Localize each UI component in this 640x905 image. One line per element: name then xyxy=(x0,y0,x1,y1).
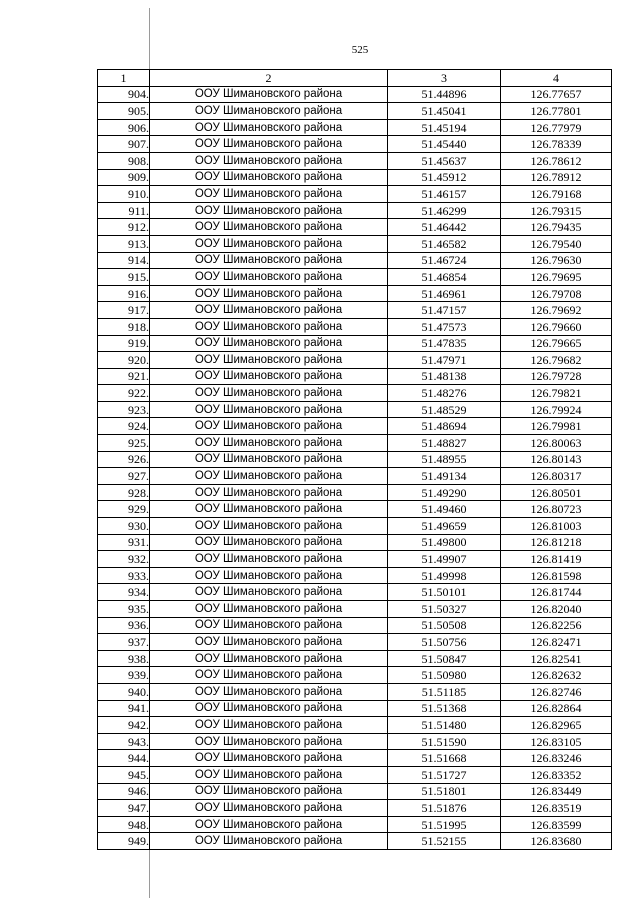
row-number: 922. xyxy=(98,385,150,402)
organization-cell: ООУ Шимановского района xyxy=(150,202,388,219)
table-row xyxy=(98,435,612,452)
latitude-cell: 51.50980 xyxy=(388,667,501,684)
longitude-cell: 126.82864 xyxy=(501,700,612,717)
row-number: 912. xyxy=(98,219,150,236)
table-row xyxy=(98,252,612,269)
table-row xyxy=(98,468,612,485)
longitude-cell: 126.79660 xyxy=(501,318,612,335)
organization-cell: ООУ Шимановского района xyxy=(150,501,388,518)
table-row xyxy=(98,567,612,584)
row-number: 947. xyxy=(98,800,150,817)
organization-cell: ООУ Шимановского района xyxy=(150,335,388,352)
organization-cell: ООУ Шимановского района xyxy=(150,766,388,783)
row-number: 913. xyxy=(98,235,150,252)
latitude-cell: 51.49134 xyxy=(388,468,501,485)
latitude-cell: 51.45637 xyxy=(388,152,501,169)
latitude-cell: 51.50327 xyxy=(388,601,501,618)
latitude-cell: 51.46724 xyxy=(388,252,501,269)
table-row xyxy=(98,551,612,568)
table-row xyxy=(98,601,612,618)
organization-cell: ООУ Шимановского района xyxy=(150,385,388,402)
organization-cell: ООУ Шимановского района xyxy=(150,534,388,551)
longitude-cell: 126.79692 xyxy=(501,302,612,319)
table-row xyxy=(98,152,612,169)
organization-cell: ООУ Шимановского района xyxy=(150,667,388,684)
latitude-cell: 51.47573 xyxy=(388,318,501,335)
longitude-cell: 126.80317 xyxy=(501,468,612,485)
organization-cell: ООУ Шимановского района xyxy=(150,518,388,535)
row-number: 948. xyxy=(98,816,150,833)
row-number: 937. xyxy=(98,634,150,651)
longitude-cell: 126.77979 xyxy=(501,119,612,136)
table-row xyxy=(98,484,612,501)
organization-cell: ООУ Шимановского района xyxy=(150,833,388,850)
row-number: 924. xyxy=(98,418,150,435)
table-row xyxy=(98,766,612,783)
organization-cell: ООУ Шимановского района xyxy=(150,368,388,385)
row-number: 908. xyxy=(98,152,150,169)
table-row xyxy=(98,401,612,418)
row-number: 911. xyxy=(98,202,150,219)
row-number: 926. xyxy=(98,451,150,468)
row-number: 921. xyxy=(98,368,150,385)
latitude-cell: 51.45194 xyxy=(388,119,501,136)
latitude-cell: 51.51368 xyxy=(388,700,501,717)
row-number: 940. xyxy=(98,683,150,700)
longitude-cell: 126.79924 xyxy=(501,401,612,418)
row-number: 915. xyxy=(98,269,150,286)
organization-cell: ООУ Шимановского района xyxy=(150,617,388,634)
longitude-cell: 126.81744 xyxy=(501,584,612,601)
table-row xyxy=(98,634,612,651)
organization-cell: ООУ Шимановского района xyxy=(150,235,388,252)
longitude-cell: 126.79728 xyxy=(501,368,612,385)
table-row xyxy=(98,617,612,634)
longitude-cell: 126.80063 xyxy=(501,435,612,452)
longitude-cell: 126.80501 xyxy=(501,484,612,501)
longitude-cell: 126.79708 xyxy=(501,285,612,302)
table-row xyxy=(98,186,612,203)
latitude-cell: 51.47971 xyxy=(388,352,501,369)
table-row xyxy=(98,136,612,153)
column-header: 1 xyxy=(98,70,150,87)
longitude-cell: 126.81419 xyxy=(501,551,612,568)
longitude-cell: 126.79682 xyxy=(501,352,612,369)
row-number: 943. xyxy=(98,733,150,750)
organization-cell: ООУ Шимановского района xyxy=(150,584,388,601)
latitude-cell: 51.46961 xyxy=(388,285,501,302)
latitude-cell: 51.49998 xyxy=(388,567,501,584)
row-number: 949. xyxy=(98,833,150,850)
longitude-cell: 126.78612 xyxy=(501,152,612,169)
latitude-cell: 51.46157 xyxy=(388,186,501,203)
organization-cell: ООУ Шимановского района xyxy=(150,119,388,136)
organization-cell: ООУ Шимановского района xyxy=(150,567,388,584)
table-row xyxy=(98,219,612,236)
table-row xyxy=(98,285,612,302)
longitude-cell: 126.81598 xyxy=(501,567,612,584)
table-row xyxy=(98,650,612,667)
organization-cell: ООУ Шимановского района xyxy=(150,401,388,418)
row-number: 919. xyxy=(98,335,150,352)
latitude-cell: 51.51727 xyxy=(388,766,501,783)
organization-cell: ООУ Шимановского района xyxy=(150,733,388,750)
row-number: 923. xyxy=(98,401,150,418)
latitude-cell: 51.45912 xyxy=(388,169,501,186)
organization-cell: ООУ Шимановского района xyxy=(150,318,388,335)
row-number: 909. xyxy=(98,169,150,186)
organization-cell: ООУ Шимановского района xyxy=(150,435,388,452)
row-number: 918. xyxy=(98,318,150,335)
longitude-cell: 126.82632 xyxy=(501,667,612,684)
latitude-cell: 51.48955 xyxy=(388,451,501,468)
organization-cell: ООУ Шимановского района xyxy=(150,86,388,103)
longitude-cell: 126.82965 xyxy=(501,717,612,734)
row-number: 905. xyxy=(98,103,150,120)
latitude-cell: 51.47157 xyxy=(388,302,501,319)
row-number: 916. xyxy=(98,285,150,302)
latitude-cell: 51.46854 xyxy=(388,269,501,286)
table-row xyxy=(98,733,612,750)
organization-cell: ООУ Шимановского района xyxy=(150,219,388,236)
latitude-cell: 51.48138 xyxy=(388,368,501,385)
longitude-cell: 126.82471 xyxy=(501,634,612,651)
table-row xyxy=(98,700,612,717)
table-row xyxy=(98,418,612,435)
latitude-cell: 51.46442 xyxy=(388,219,501,236)
longitude-cell: 126.77801 xyxy=(501,103,612,120)
table-header-row xyxy=(98,70,612,87)
table-row xyxy=(98,501,612,518)
longitude-cell: 126.79665 xyxy=(501,335,612,352)
table-row xyxy=(98,800,612,817)
organization-cell: ООУ Шимановского района xyxy=(150,302,388,319)
latitude-cell: 51.46299 xyxy=(388,202,501,219)
longitude-cell: 126.78339 xyxy=(501,136,612,153)
latitude-cell: 51.49800 xyxy=(388,534,501,551)
row-number: 928. xyxy=(98,484,150,501)
row-number: 936. xyxy=(98,617,150,634)
longitude-cell: 126.81218 xyxy=(501,534,612,551)
organization-cell: ООУ Шимановского района xyxy=(150,683,388,700)
latitude-cell: 51.52155 xyxy=(388,833,501,850)
latitude-cell: 51.51480 xyxy=(388,717,501,734)
latitude-cell: 51.48529 xyxy=(388,401,501,418)
table-row xyxy=(98,683,612,700)
table-row xyxy=(98,335,612,352)
longitude-cell: 126.78912 xyxy=(501,169,612,186)
organization-cell: ООУ Шимановского района xyxy=(150,717,388,734)
latitude-cell: 51.47835 xyxy=(388,335,501,352)
table-row xyxy=(98,368,612,385)
table-row xyxy=(98,385,612,402)
longitude-cell: 126.83105 xyxy=(501,733,612,750)
row-number: 938. xyxy=(98,650,150,667)
row-number: 925. xyxy=(98,435,150,452)
organization-cell: ООУ Шимановского района xyxy=(150,186,388,203)
latitude-cell: 51.50756 xyxy=(388,634,501,651)
latitude-cell: 51.51185 xyxy=(388,683,501,700)
organization-cell: ООУ Шимановского района xyxy=(150,352,388,369)
longitude-cell: 126.83599 xyxy=(501,816,612,833)
latitude-cell: 51.46582 xyxy=(388,235,501,252)
table-row xyxy=(98,451,612,468)
table-row xyxy=(98,269,612,286)
row-number: 920. xyxy=(98,352,150,369)
latitude-cell: 51.50508 xyxy=(388,617,501,634)
longitude-cell: 126.79821 xyxy=(501,385,612,402)
row-number: 917. xyxy=(98,302,150,319)
organization-cell: ООУ Шимановского района xyxy=(150,468,388,485)
latitude-cell: 51.45440 xyxy=(388,136,501,153)
row-number: 932. xyxy=(98,551,150,568)
column-header: 2 xyxy=(150,70,388,87)
row-number: 929. xyxy=(98,501,150,518)
longitude-cell: 126.79435 xyxy=(501,219,612,236)
table-row xyxy=(98,86,612,103)
longitude-cell: 126.83519 xyxy=(501,800,612,817)
longitude-cell: 126.83449 xyxy=(501,783,612,800)
table-row xyxy=(98,119,612,136)
latitude-cell: 51.48827 xyxy=(388,435,501,452)
organization-cell: ООУ Шимановского района xyxy=(150,783,388,800)
longitude-cell: 126.79981 xyxy=(501,418,612,435)
row-number: 933. xyxy=(98,567,150,584)
latitude-cell: 51.49659 xyxy=(388,518,501,535)
organization-cell: ООУ Шимановского района xyxy=(150,601,388,618)
organization-cell: ООУ Шимановского района xyxy=(150,269,388,286)
organization-cell: ООУ Шимановского района xyxy=(150,816,388,833)
row-number: 931. xyxy=(98,534,150,551)
row-number: 927. xyxy=(98,468,150,485)
longitude-cell: 126.83246 xyxy=(501,750,612,767)
longitude-cell: 126.79695 xyxy=(501,269,612,286)
row-number: 939. xyxy=(98,667,150,684)
longitude-cell: 126.77657 xyxy=(501,86,612,103)
latitude-cell: 51.45041 xyxy=(388,103,501,120)
latitude-cell: 51.50847 xyxy=(388,650,501,667)
latitude-cell: 51.48694 xyxy=(388,418,501,435)
longitude-cell: 126.80723 xyxy=(501,501,612,518)
organization-cell: ООУ Шимановского района xyxy=(150,551,388,568)
longitude-cell: 126.79168 xyxy=(501,186,612,203)
latitude-cell: 51.49290 xyxy=(388,484,501,501)
table-row xyxy=(98,202,612,219)
organization-cell: ООУ Шимановского района xyxy=(150,484,388,501)
table-row xyxy=(98,667,612,684)
organization-cell: ООУ Шимановского района xyxy=(150,750,388,767)
longitude-cell: 126.83352 xyxy=(501,766,612,783)
latitude-cell: 51.44896 xyxy=(388,86,501,103)
table-row xyxy=(98,318,612,335)
row-number: 930. xyxy=(98,518,150,535)
organization-cell: ООУ Шимановского района xyxy=(150,418,388,435)
row-number: 904. xyxy=(98,86,150,103)
organization-cell: ООУ Шимановского района xyxy=(150,152,388,169)
table-row xyxy=(98,534,612,551)
organization-cell: ООУ Шимановского района xyxy=(150,451,388,468)
latitude-cell: 51.49460 xyxy=(388,501,501,518)
latitude-cell: 51.50101 xyxy=(388,584,501,601)
longitude-cell: 126.82040 xyxy=(501,601,612,618)
latitude-cell: 51.48276 xyxy=(388,385,501,402)
organization-cell: ООУ Шимановского района xyxy=(150,634,388,651)
column-header: 3 xyxy=(388,70,501,87)
row-number: 946. xyxy=(98,783,150,800)
longitude-cell: 126.82746 xyxy=(501,683,612,700)
organization-cell: ООУ Шимановского района xyxy=(150,650,388,667)
longitude-cell: 126.81003 xyxy=(501,518,612,535)
coordinates-table xyxy=(97,69,612,850)
table-row xyxy=(98,584,612,601)
longitude-cell: 126.79540 xyxy=(501,235,612,252)
row-number: 906. xyxy=(98,119,150,136)
organization-cell: ООУ Шимановского района xyxy=(150,285,388,302)
row-number: 914. xyxy=(98,252,150,269)
row-number: 941. xyxy=(98,700,150,717)
table-row xyxy=(98,518,612,535)
row-number: 944. xyxy=(98,750,150,767)
organization-cell: ООУ Шимановского района xyxy=(150,252,388,269)
row-number: 945. xyxy=(98,766,150,783)
longitude-cell: 126.83680 xyxy=(501,833,612,850)
longitude-cell: 126.80143 xyxy=(501,451,612,468)
organization-cell: ООУ Шимановского района xyxy=(150,169,388,186)
table-row xyxy=(98,833,612,850)
row-number: 907. xyxy=(98,136,150,153)
table-row xyxy=(98,816,612,833)
table-row xyxy=(98,783,612,800)
table-row xyxy=(98,169,612,186)
organization-cell: ООУ Шимановского района xyxy=(150,136,388,153)
latitude-cell: 51.51668 xyxy=(388,750,501,767)
table-row xyxy=(98,235,612,252)
table-row xyxy=(98,750,612,767)
page-number: 525 xyxy=(351,44,369,56)
longitude-cell: 126.79315 xyxy=(501,202,612,219)
organization-cell: ООУ Шимановского района xyxy=(150,700,388,717)
table-body xyxy=(98,86,612,849)
latitude-cell: 51.51995 xyxy=(388,816,501,833)
column-header: 4 xyxy=(501,70,612,87)
row-number: 910. xyxy=(98,186,150,203)
table-row xyxy=(98,103,612,120)
latitude-cell: 51.51590 xyxy=(388,733,501,750)
row-number: 935. xyxy=(98,601,150,618)
longitude-cell: 126.82541 xyxy=(501,650,612,667)
latitude-cell: 51.49907 xyxy=(388,551,501,568)
table-row xyxy=(98,352,612,369)
latitude-cell: 51.51801 xyxy=(388,783,501,800)
organization-cell: ООУ Шимановского района xyxy=(150,103,388,120)
longitude-cell: 126.79630 xyxy=(501,252,612,269)
organization-cell: ООУ Шимановского района xyxy=(150,800,388,817)
longitude-cell: 126.82256 xyxy=(501,617,612,634)
row-number: 942. xyxy=(98,717,150,734)
row-number: 934. xyxy=(98,584,150,601)
table-row xyxy=(98,717,612,734)
latitude-cell: 51.51876 xyxy=(388,800,501,817)
table-row xyxy=(98,302,612,319)
